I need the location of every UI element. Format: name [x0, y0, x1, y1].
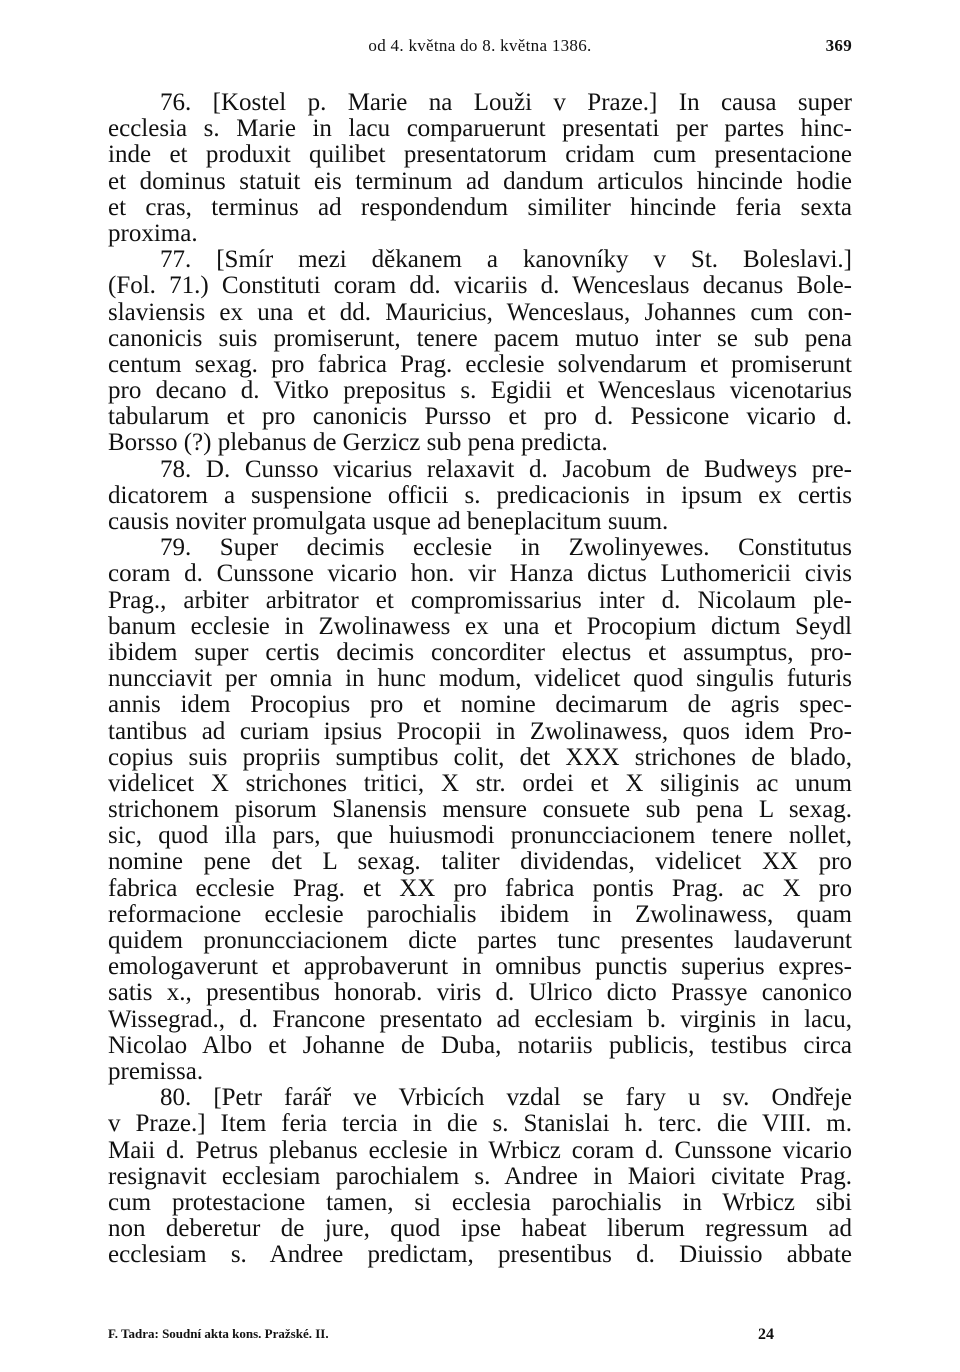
- text-line: satis x., presentibus honorab. viris d. Ulrico dicto Prassye canonico: [108, 979, 852, 1007]
- text-line: et cras, terminus ad respondendum similiter hincinde feria sexta: [108, 193, 852, 221]
- text-line: et dominus statuit eis terminum ad dandum articulos hincinde hodie: [108, 167, 852, 195]
- text-line: proxima.: [108, 219, 198, 247]
- text-line: tantibus ad curiam ipsius Procopii in Zwolinawess, quos idem Pro-: [108, 717, 852, 745]
- text-line: 80. [Petr farář ve Vrbicích vzdal se fary u sv. Ondřeje: [160, 1084, 852, 1112]
- text-line: videlicet X strichones tritici, X str. ordei et X siliginis ac unum: [108, 769, 852, 797]
- text-line: 76. [Kostel p. Marie na Louži v Praze.] In causa super: [160, 89, 852, 116]
- text-line: inde et produxit quilibet presentatorum cridam cum presentacione: [108, 141, 852, 169]
- text-line: banum ecclesie in Zwolinawess ex una et Procopium dictum Seydl: [108, 612, 852, 640]
- body-text: [108, 90, 852, 1268]
- text-line: sic, quod illa pars, que huiusmodi pronuncciacionem tenere nollet,: [108, 822, 852, 850]
- text-line: cum protestacione tamen, si ecclesia parochialis in Wrbicz sibi: [108, 1188, 852, 1216]
- text-line: Nicolao Albo et Johanne de Duba, notariis publicis, testibus circa: [108, 1031, 852, 1059]
- text-line: coram d. Cunssone vicario hon. vir Hanza dictus Luthomericii civis: [108, 560, 852, 588]
- text-line: copius suis propriis sumptibus colit, det XXX strichones de blado,: [108, 743, 852, 771]
- text-line: ibidem super certis decimis concorditer electus et assumptus, pro-: [108, 638, 852, 666]
- text-line: quidem pronuncciacionem dicte partes tunc presentes laudaverunt: [108, 927, 852, 954]
- text-line: tabularum et pro canonicis Pursso et pro d. Pessicone vicario d.: [108, 403, 852, 431]
- text-line: non deberetur de jure, quod ipse habeat liberum regressum ad: [108, 1215, 852, 1243]
- text-line: dicatorem a suspensione officii s. predicacionis in ipsum ex certis: [108, 481, 852, 509]
- text-line: Borsso (?) plebanus de Gerzicz sub pena predicta.: [108, 429, 608, 457]
- text-line: pro decano d. Vitko prepositus s. Egidii et Wenceslaus vicenotarius: [108, 377, 852, 405]
- text-line: nuncciavit per omnia in hunc modum, videlicet quod singulis futuris: [108, 665, 852, 693]
- text-line: reformacione ecclesie parochialis ibidem in Zwolinawess, quam: [108, 900, 852, 928]
- text-line: Prag., arbiter arbitrator et compromissarius inter d. Nicolaum ple-: [108, 586, 852, 614]
- text-line: Wissegrad., d. Francone presentato ad ecclesiam b. virginis in lacu,: [108, 1005, 852, 1033]
- running-header: [108, 36, 852, 60]
- running-title: od 4. května do 8. května 1386.: [368, 36, 592, 55]
- page-footer: [108, 1326, 852, 1346]
- text-line: fabrica ecclesie Prag. et XX pro fabrica pontis Prag. ac X pro: [108, 874, 852, 902]
- document-page: [108, 0, 852, 1372]
- text-line: annis idem Procopius pro et nomine decimarum de agris spec-: [108, 691, 852, 719]
- text-line: centum sexag. pro fabrica Prag. ecclesie solvendarum et promiserunt: [108, 350, 852, 378]
- text-line: 79. Super decimis ecclesie in Zwolinyewes. Constitutus: [160, 534, 852, 562]
- text-line: v Praze.] Item feria tercia in die s. Stanislai h. terc. die VIII. m.: [108, 1110, 852, 1138]
- text-line: premissa.: [108, 1057, 204, 1085]
- footer-source: F. Tadra: Soudní akta kons. Pražské. II.: [108, 1326, 329, 1341]
- text-line: resignavit ecclesiam parochialem s. Andree in Maiori civitate Prag.: [108, 1162, 852, 1190]
- text-line: slaviensis ex una et dd. Mauricius, Wenceslaus, Johannes cum con-: [108, 298, 852, 326]
- text-line: emologaverunt et approbaverunt in omnibus punctis superius expres-: [108, 953, 852, 981]
- signature-mark: 24: [758, 1326, 774, 1343]
- text-line: ecclesiam s. Andree predictam, presentibus d. Diuissio abbate: [108, 1241, 852, 1269]
- text-line: canonicis suis promiserunt, tenere pacem mutuo inter se sub pena: [108, 324, 852, 352]
- text-line: strichonem pisorum Slanensis mensure consuete sub pena L sexag.: [108, 796, 852, 824]
- text-line: causis noviter promulgata usque ad beneplacitum suum.: [108, 508, 669, 535]
- text-line: ecclesia s. Marie in lacu comparuerunt presentati per partes hinc-: [108, 115, 852, 143]
- text-line: nomine pene det L sexag. taliter dividendas, videlicet XX pro: [108, 848, 852, 876]
- text-line: 78. D. Cunsso vicarius relaxavit d. Jacobum de Budweys pre-: [160, 455, 852, 483]
- text-line: Maii d. Petrus plebanus ecclesie in Wrbicz coram d. Cunssone vicario: [108, 1136, 852, 1164]
- text-line: 77. [Smír mezi děkanem a kanovníky v St. Boleslavi.]: [160, 246, 852, 274]
- text-line: (Fol. 71.) Constituti coram dd. vicariis d. Wenceslaus decanus Bole-: [108, 272, 852, 300]
- page-number: 369: [825, 36, 852, 55]
